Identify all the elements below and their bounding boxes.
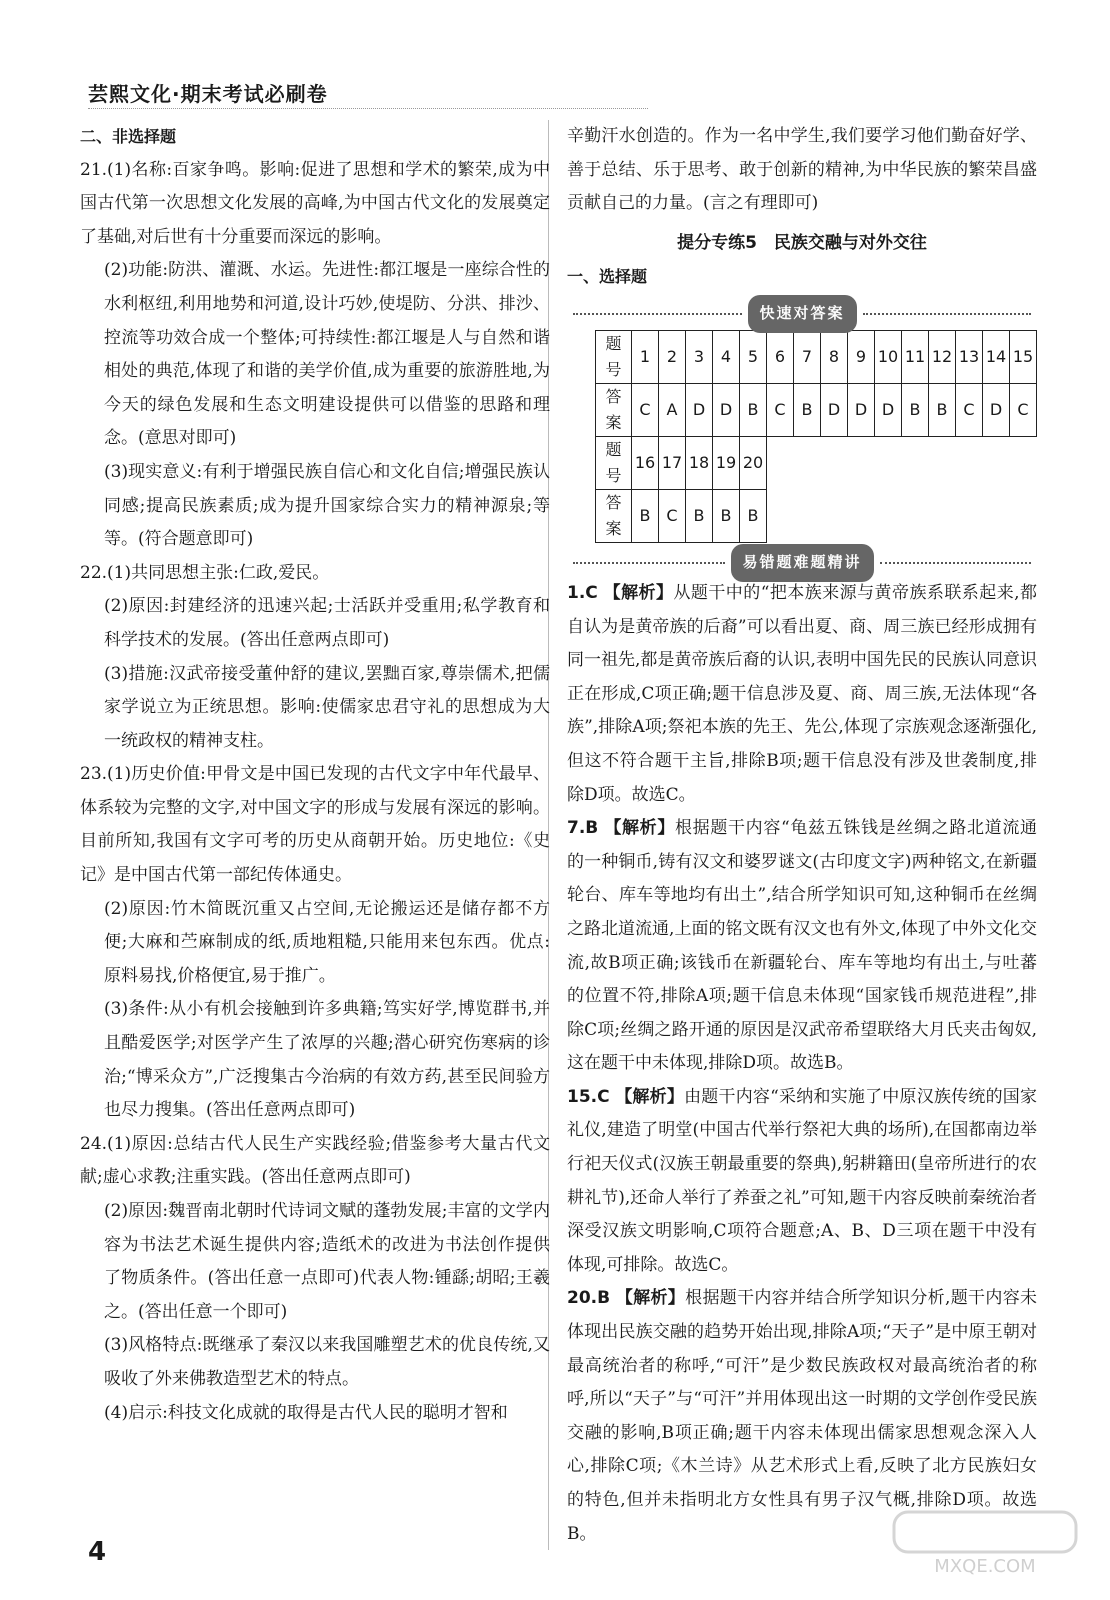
explanation-label: 易错题难题精讲 bbox=[731, 544, 874, 582]
answer-21-2: (2)功能:防洪、灌溉、水运。先进性:都江堰是一座综合性的水利枢纽,利用地势和河道,设计巧妙,使堤防、分洪、排沙、控流等功效合成一个整体;可持续性:都江堰是人与自然和谐相处的典范,体现了和谐的美学价值,成为重要的旅游胜地,为今天的绿色发展和生态文明建设提供可以借鉴的思路和理念。(意思对即可) bbox=[104, 260, 550, 449]
answer-table-row bbox=[596, 436, 1037, 489]
watermark-logo bbox=[890, 1508, 1080, 1578]
answer-table-row bbox=[596, 383, 1037, 436]
answer-21-1: 21.(1)名称:百家争鸣。影响:促进了思想和学术的繁荣,成为中国古代第一次思想文化发展的高峰,为中国古代文化的发展奠定了基础,对后世有十分重要而深远的影响。 bbox=[80, 159, 550, 247]
answer-table-cell-answer: D bbox=[821, 383, 848, 436]
answer-table-cell-answer: D bbox=[848, 383, 875, 436]
explanation-7: 7.B 【解析】根据题干内容“龟兹五铢钱是丝绸之路北道流通的一种铜币,铸有汉文和婆罗谜文(古印度文字)两种铭文,在新疆轮台、库车等地均有出土”,结合所学知识可知,这种铜币在丝绸之路北道流通,上面的铭文既有汉文也有外文,体现了中外文化交流,故B项正确;该钱币在新疆轮台、库车等地均有出土,与吐蕃的位置不符,排除A项;题干信息未体现“国家钱币规范进程”,排除C项;丝绸之路开通的原因是汉武帝希望联络大月氏夹击匈奴,这在题干中未体现,排除D项。故选B。 bbox=[567, 818, 1038, 1074]
answer-table-cell-answer: A bbox=[659, 383, 686, 436]
answer-table-cell-question-number: 20 bbox=[740, 436, 767, 489]
section-heading-choice: 一、选择题 bbox=[567, 267, 648, 287]
answer-table-row bbox=[596, 489, 1037, 542]
left-column bbox=[80, 120, 550, 1430]
answer-table-cell-answer: B bbox=[902, 383, 929, 436]
answer-24-3: (3)风格特点:既继承了秦汉以来我国雕塑艺术的优良传统,又吸收了外来佛教造型艺术的特点。 bbox=[104, 1335, 550, 1389]
answer-23-1: 23.(1)历史价值:甲骨文是中国已发现的古代文字中年代最早、体系较为完整的文字,对中国文字的形成与发展有深远的影响。目前所知,我国有文字可考的历史从商朝开始。历史地位:《史记》是中国古代第一部纪传体通史。 bbox=[80, 764, 550, 886]
answer-table-cell-answer: D bbox=[875, 383, 902, 436]
answer-table-row-header: 答案 bbox=[596, 383, 632, 436]
answer-table-cell-answer: B bbox=[740, 383, 767, 436]
practice-title: 提分专练5 民族交融与对外交往 bbox=[677, 232, 927, 253]
answer-table-cell-question-number: 10 bbox=[875, 330, 902, 383]
answer-24-2: (2)原因:魏晋南北朝时代诗词文赋的蓬勃发展;丰富的文学内容为书法艺术诞生提供内容;造纸术的改进为书法创作提供了物质条件。(答出任意一点即可)代表人物:锺繇;胡昭;王羲之。(答出任意一个即可) bbox=[104, 1201, 550, 1322]
answer-21-3: (3)现实意义:有利于增强民族自信心和文化自信;增强民族认同感;提高民族素质;成为提升国家综合实力的精神源泉;等等。(符合题意即可) bbox=[104, 461, 550, 550]
answer-table-row-header: 答案 bbox=[596, 489, 632, 542]
answer-table-cell-question-number: 13 bbox=[956, 330, 983, 383]
answer-table-cell-question-number: 7 bbox=[794, 330, 821, 383]
quick-answer-banner bbox=[567, 300, 1037, 328]
answer-table bbox=[595, 330, 1037, 543]
answer-table-cell-answer: D bbox=[713, 383, 740, 436]
page-header-title: 芸熙文化·期末考试必刷卷 bbox=[88, 82, 328, 106]
answer-table-cell-question-number: 18 bbox=[686, 436, 713, 489]
answer-table-cell-question-number: 19 bbox=[713, 436, 740, 489]
answer-table-cell-question-number: 14 bbox=[983, 330, 1010, 383]
answer-table-cell-question-number: 8 bbox=[821, 330, 848, 383]
quick-answer-label: 快速对答案 bbox=[748, 295, 857, 333]
answer-table-cell-answer: C bbox=[956, 383, 983, 436]
answer-table-cell-answer: B bbox=[929, 383, 956, 436]
answer-table-row bbox=[596, 330, 1037, 383]
header-divider bbox=[88, 108, 648, 109]
answer-table-cell-answer: D bbox=[686, 383, 713, 436]
answer-table-cell-answer: B bbox=[713, 489, 740, 542]
explanation-20: 20.B 【解析】根据题干内容并结合所学知识分析,题干内容未体现出民族交融的趋势开始出现,排除A项;“天子”是中原王朝对最高统治者的称呼,“可汗”是少数民族政权对最高统治者的称呼,所以“天子”与“可汗”并用体现出这一时期的文学创作受民族交融的影响,B项正确;题干内容未体现出儒家思想观念深入人心,排除C项;《木兰诗》从艺术形式上看,反映了北方民族妇女的特色,但并未指明北方女性具有男子汉气概,排除D项。故选B。 bbox=[567, 1288, 1038, 1544]
answer-table-cell-question-number: 1 bbox=[632, 330, 659, 383]
answer-table-cell-question-number: 17 bbox=[659, 436, 686, 489]
watermark-text: MXQE.COM bbox=[934, 1556, 1036, 1577]
section-heading-nonchoice: 二、非选择题 bbox=[80, 127, 177, 146]
answer-table-row-header: 题号 bbox=[596, 436, 632, 489]
answer-24-4: (4)启示:科技文化成就的取得是古代人民的聪明才智和 bbox=[104, 1402, 508, 1423]
answer-table-cell-question-number: 12 bbox=[929, 330, 956, 383]
answer-table-cell-question-number: 16 bbox=[632, 436, 659, 489]
answer-table-cell-answer: B bbox=[632, 489, 659, 542]
answer-23-2: (2)原因:竹木简既沉重又占空间,无论搬运还是储存都不方便;大麻和苎麻制成的纸,质地粗糙,只能用来包东西。优点:原料易找,价格便宜,易于推广。 bbox=[104, 898, 550, 986]
explanation-1: 1.C 【解析】从题干中的“把本族来源与黄帝族系联系起来,都自认为是黄帝族的后裔”可以看出夏、商、周三族已经形成拥有同一祖先,都是黄帝族后裔的认识,表明中国先民的民族认同意识正在形成,C项正确;题干信息涉及夏、商、周三族,无法体现“各族”,排除A项;祭祀本族的先王、先公,体现了宗族观念逐渐强化,但这不符合题干主旨,排除B项;题干信息没有涉及世袭制度,排除D项。故选C。 bbox=[567, 582, 1037, 805]
answer-24-4-continuation: 辛勤汗水创造的。作为一名中学生,我们要学习他们勤奋好学、善于总结、乐于思考、敢于创新的精神,为中华民族的繁荣昌盛贡献自己的力量。(言之有理即可) bbox=[567, 126, 1037, 214]
answer-table-cell-answer: B bbox=[740, 489, 767, 542]
answer-table-cell-answer: C bbox=[767, 383, 794, 436]
answer-table-cell-question-number: 3 bbox=[686, 330, 713, 383]
answer-22-1: 22.(1)共同思想主张:仁政,爱民。 bbox=[80, 562, 330, 583]
answer-table-cell-answer: D bbox=[983, 383, 1010, 436]
answer-table-cell-question-number: 5 bbox=[740, 330, 767, 383]
explanation-15: 15.C 【解析】由题干内容“采纳和实施了中原汉族传统的国家礼仪,建造了明堂(中国古代举行祭祀大典的场所),在国都南边举行祀天仪式(汉族王朝最重要的祭典),躬耕籍田(皇帝所进行的农耕礼节),还命人举行了养蚕之礼”可知,题干内容反映前秦统治者深受汉族文明影响,C项符合题意;A、B、D三项在题干中没有体现,可排除。故选C。 bbox=[567, 1086, 1038, 1275]
answer-table-cell-question-number: 4 bbox=[713, 330, 740, 383]
answer-table-cell-answer: C bbox=[1010, 383, 1037, 436]
page-number: 4 bbox=[88, 1537, 107, 1567]
answer-23-3: (3)条件:从小有机会接触到许多典籍;笃实好学,博览群书,并且酷爱医学;对医学产生了浓厚的兴趣;潜心研究伤寒病的诊治;“博采众方”,广泛搜集古今治病的有效方药,甚至民间验方也尽力搜集。(答出任意两点即可) bbox=[104, 999, 550, 1121]
answer-22-2: (2)原因:封建经济的迅速兴起;士活跃并受重用;私学教育和科学技术的发展。(答出任意两点即可) bbox=[104, 596, 550, 650]
answer-table-cell-question-number: 6 bbox=[767, 330, 794, 383]
right-column bbox=[567, 120, 1037, 1551]
answer-table-cell-answer: B bbox=[686, 489, 713, 542]
answer-table-cell-question-number: 15 bbox=[1010, 330, 1037, 383]
answer-24-1: 24.(1)原因:总结古代人民生产实践经验;借鉴参考大量古代文献;虚心求教;注重实践。(答出任意两点即可) bbox=[80, 1133, 550, 1188]
answer-table-cell-answer: C bbox=[659, 489, 686, 542]
answer-table-cell-answer: C bbox=[632, 383, 659, 436]
answer-table-cell-question-number: 11 bbox=[902, 330, 929, 383]
answer-table-cell-answer: B bbox=[794, 383, 821, 436]
answer-table-row-header: 题号 bbox=[596, 330, 632, 383]
explanation-banner bbox=[567, 549, 1037, 577]
answer-22-3: (3)措施:汉武帝接受董仲舒的建议,罢黜百家,尊崇儒术,把儒家学说立为正统思想。影响:使儒家忠君守礼的思想成为大一统政权的精神支柱。 bbox=[104, 663, 550, 751]
answer-table-cell-question-number: 2 bbox=[659, 330, 686, 383]
answer-table-cell-question-number: 9 bbox=[848, 330, 875, 383]
